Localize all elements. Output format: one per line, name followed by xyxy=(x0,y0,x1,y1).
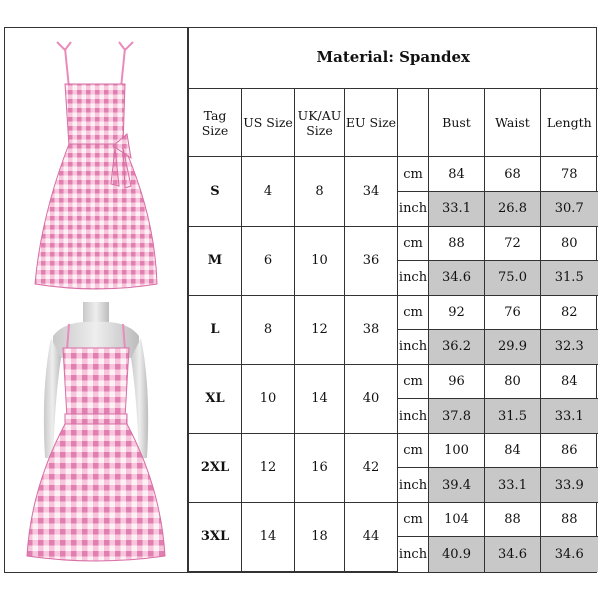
header-eu-size: EU Size xyxy=(345,88,398,156)
bust-inch-value: 33.1 xyxy=(429,191,485,226)
size-tag-cell: 3XL xyxy=(189,502,242,571)
ukau-size-cell: 10 xyxy=(295,226,345,295)
waist-inch-value: 26.8 xyxy=(485,191,541,226)
waist-inch-value: 29.9 xyxy=(485,330,541,365)
header-length: Length xyxy=(541,88,598,156)
length-cm-value: 86 xyxy=(541,433,598,468)
pink-gingham-dress-icon xyxy=(5,36,187,298)
us-size-cell: 8 xyxy=(242,295,295,364)
length-inch-value: 33.9 xyxy=(541,468,598,503)
ukau-size-cell: 14 xyxy=(295,364,345,433)
us-size-cell: 10 xyxy=(242,364,295,433)
us-size-cell: 6 xyxy=(242,226,295,295)
length-cm-value: 78 xyxy=(541,157,598,192)
table-row xyxy=(189,433,598,468)
length-cm-value: 82 xyxy=(541,295,598,330)
waist-cm-value: 84 xyxy=(485,433,541,468)
waist-cm-value: 72 xyxy=(485,226,541,261)
header-us-size: US Size xyxy=(242,88,295,156)
table-row xyxy=(189,226,598,261)
header-bust: Bust xyxy=(429,88,485,156)
size-chart-table xyxy=(188,28,598,572)
table-row xyxy=(189,364,598,399)
unit-inch-label: inch xyxy=(398,330,429,365)
eu-size-cell: 42 xyxy=(345,433,398,502)
us-size-cell: 4 xyxy=(242,157,295,226)
eu-size-cell: 36 xyxy=(345,226,398,295)
bust-cm-value: 104 xyxy=(429,502,485,537)
bust-inch-value: 39.4 xyxy=(429,468,485,503)
material-title: Material: Spandex xyxy=(189,28,598,88)
length-cm-value: 84 xyxy=(541,364,598,399)
header-unit xyxy=(398,88,429,156)
waist-inch-value: 31.5 xyxy=(485,399,541,434)
unit-inch-label: inch xyxy=(398,399,429,434)
length-inch-value: 32.3 xyxy=(541,330,598,365)
bust-inch-value: 34.6 xyxy=(429,261,485,296)
table-row xyxy=(189,295,598,330)
header-tag-size: Tag Size xyxy=(189,88,242,156)
unit-cm-label: cm xyxy=(398,295,429,330)
waist-cm-value: 88 xyxy=(485,502,541,537)
bust-inch-value: 37.8 xyxy=(429,399,485,434)
ukau-size-cell: 8 xyxy=(295,157,345,226)
mannequin-gingham-dress-icon xyxy=(5,298,187,568)
unit-inch-label: inch xyxy=(398,537,429,572)
waist-cm-value: 80 xyxy=(485,364,541,399)
ukau-size-cell: 18 xyxy=(295,502,345,571)
unit-cm-label: cm xyxy=(398,502,429,537)
bust-cm-value: 84 xyxy=(429,157,485,192)
bust-inch-value: 36.2 xyxy=(429,330,485,365)
waist-cm-value: 68 xyxy=(485,157,541,192)
bust-cm-value: 88 xyxy=(429,226,485,261)
size-tag-cell: 2XL xyxy=(189,433,242,502)
size-tag-cell: XL xyxy=(189,364,242,433)
length-inch-value: 34.6 xyxy=(541,537,598,572)
table-row xyxy=(189,157,598,192)
waist-inch-value: 34.6 xyxy=(485,537,541,572)
us-size-cell: 12 xyxy=(242,433,295,502)
bust-cm-value: 96 xyxy=(429,364,485,399)
header-ukau-size: UK/AU Size xyxy=(295,88,345,156)
length-inch-value: 33.1 xyxy=(541,399,598,434)
eu-size-cell: 38 xyxy=(345,295,398,364)
length-cm-value: 80 xyxy=(541,226,598,261)
unit-inch-label: inch xyxy=(398,261,429,296)
length-inch-value: 30.7 xyxy=(541,191,598,226)
unit-inch-label: inch xyxy=(398,191,429,226)
size-tag-cell: L xyxy=(189,295,242,364)
size-chart-frame xyxy=(4,27,597,573)
unit-cm-label: cm xyxy=(398,226,429,261)
size-tag-cell: S xyxy=(189,157,242,226)
eu-size-cell: 34 xyxy=(345,157,398,226)
eu-size-cell: 44 xyxy=(345,502,398,571)
waist-cm-value: 76 xyxy=(485,295,541,330)
table-row xyxy=(189,502,598,537)
unit-cm-label: cm xyxy=(398,157,429,192)
header-waist: Waist xyxy=(485,88,541,156)
bust-cm-value: 92 xyxy=(429,295,485,330)
size-tag-cell: M xyxy=(189,226,242,295)
eu-size-cell: 40 xyxy=(345,364,398,433)
bust-cm-value: 100 xyxy=(429,433,485,468)
us-size-cell: 14 xyxy=(242,502,295,571)
waist-inch-value: 75.0 xyxy=(485,261,541,296)
unit-cm-label: cm xyxy=(398,364,429,399)
ukau-size-cell: 16 xyxy=(295,433,345,502)
length-cm-value: 88 xyxy=(541,502,598,537)
waist-inch-value: 33.1 xyxy=(485,468,541,503)
ukau-size-cell: 12 xyxy=(295,295,345,364)
unit-inch-label: inch xyxy=(398,468,429,503)
length-inch-value: 31.5 xyxy=(541,261,598,296)
unit-cm-label: cm xyxy=(398,433,429,468)
bust-inch-value: 40.9 xyxy=(429,537,485,572)
product-image-panel xyxy=(5,28,188,572)
